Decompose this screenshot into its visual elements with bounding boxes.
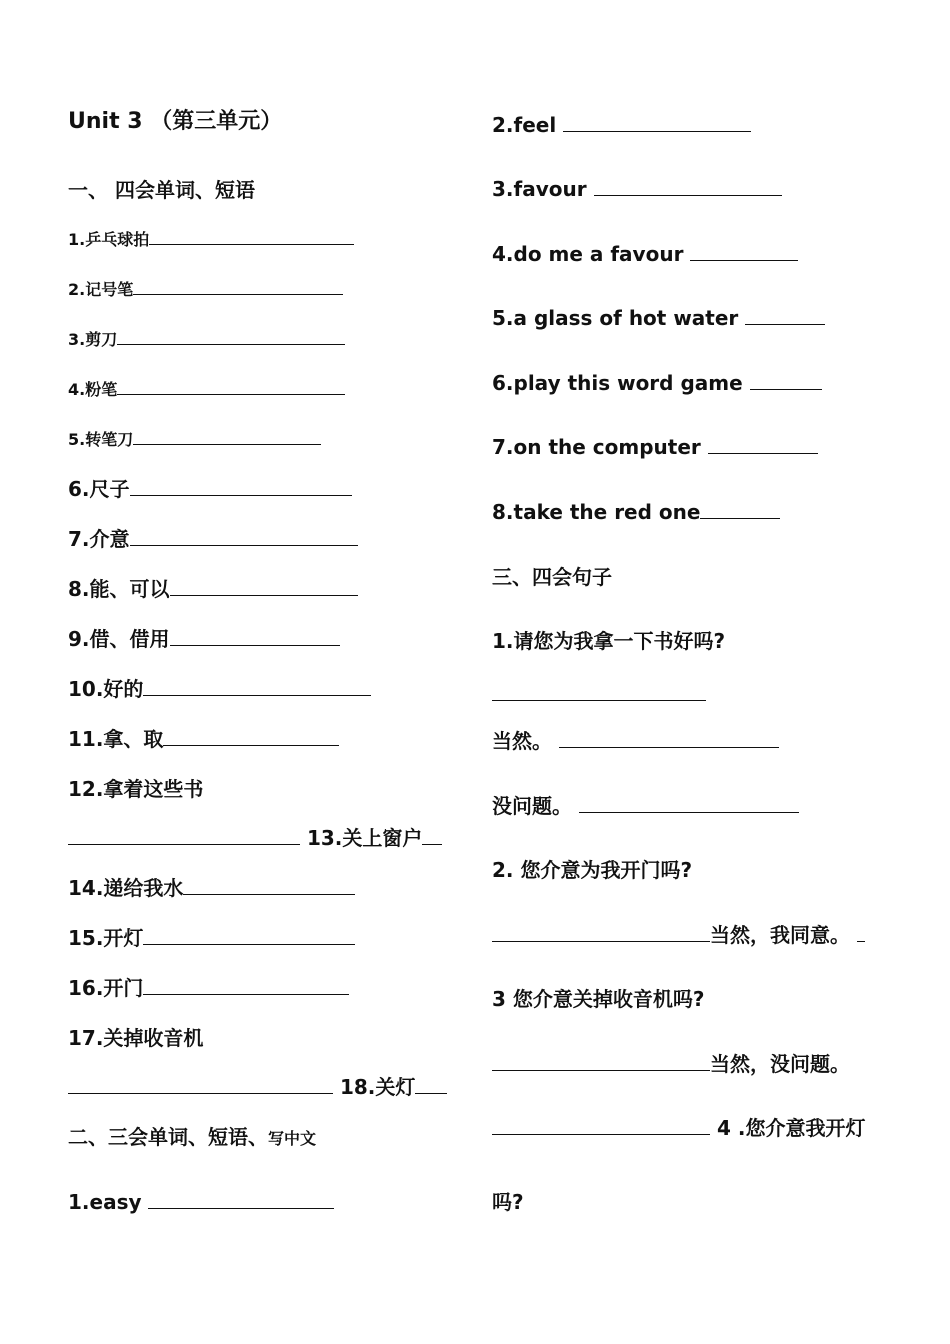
sentence-question: 4 .您介意我开灯 — [492, 1116, 865, 1140]
vocab-item: 2.记号笔 — [68, 280, 343, 299]
vocab-item: 10.好的 — [68, 677, 371, 701]
phrase-item: 4.do me a favour — [492, 242, 798, 266]
sentence-question: 3 您介意关掉收音机吗? — [492, 987, 705, 1011]
answer-blank[interactable] — [594, 194, 782, 196]
vocab-item: 7.介意 — [68, 527, 358, 551]
vocab-item: 14.递给我水 — [68, 876, 355, 900]
vocab-item: 6.尺子 — [68, 477, 352, 501]
answer-blank[interactable] — [492, 1069, 710, 1071]
sentence-answer: 没问题。 — [492, 794, 799, 818]
answer-blank[interactable] — [745, 323, 825, 325]
vocab-item: 9.借、借用 — [68, 627, 340, 651]
sentence-question: 1.请您为我拿一下书好吗? — [492, 629, 726, 653]
vocab-item: 12.拿着这些书 — [68, 777, 204, 801]
answer-blank[interactable] — [170, 644, 340, 646]
answer-blank[interactable] — [143, 993, 349, 995]
answer-blank[interactable] — [130, 544, 358, 546]
answer-blank[interactable] — [700, 517, 780, 519]
phrase-item: 7.on the computer — [492, 435, 818, 459]
vocab-item: 11.拿、取 — [68, 727, 339, 751]
answer-blank[interactable] — [163, 744, 339, 746]
answer-blank[interactable] — [415, 1092, 447, 1094]
page-title: Unit 3 （第三单元） — [68, 109, 283, 134]
section3-heading: 三、四会句子 — [492, 565, 612, 589]
answer-blank[interactable] — [857, 940, 865, 942]
vocab-item: 15.开灯 — [68, 926, 355, 950]
vocab-item: 17.关掉收音机 — [68, 1026, 204, 1050]
section1-heading: 一、 四会单词、短语 — [68, 178, 255, 202]
vocab-item: 5.转笔刀 — [68, 430, 321, 449]
phrase-item: 8.take the red one — [492, 500, 780, 524]
answer-blank[interactable] — [117, 393, 345, 395]
vocab-item: 13.关上窗户 — [68, 826, 442, 850]
vocab-item: 8.能、可以 — [68, 577, 358, 601]
sentence-question-cont: 吗? — [492, 1190, 524, 1214]
vocab-item: 3.剪刀 — [68, 330, 345, 349]
answer-blank[interactable] — [133, 443, 321, 445]
answer-blank[interactable] — [133, 293, 343, 295]
answer-blank[interactable] — [559, 746, 779, 748]
phrase-item: 5.a glass of hot water — [492, 306, 825, 330]
vocab-item: 1.乒乓球拍 — [68, 230, 354, 249]
answer-blank[interactable] — [183, 893, 355, 895]
vocab-item: 16.开门 — [68, 976, 349, 1000]
phrase-item: 3.favour — [492, 177, 782, 201]
answer-blank[interactable] — [492, 700, 706, 701]
vocab-item: 18.关灯 — [68, 1075, 447, 1099]
answer-blank[interactable] — [149, 243, 354, 245]
answer-blank[interactable] — [422, 843, 442, 845]
answer-blank[interactable] — [690, 259, 798, 261]
answer-blank[interactable] — [579, 811, 799, 813]
sentence-answer: 当然，没问题。 — [492, 1052, 850, 1076]
answer-blank[interactable] — [563, 130, 751, 132]
answer-blank[interactable] — [130, 494, 352, 496]
answer-blank[interactable] — [117, 343, 345, 345]
phrase-item: 6.play this word game — [492, 371, 822, 395]
answer-blank[interactable] — [148, 1207, 334, 1209]
answer-blank[interactable] — [143, 694, 371, 696]
section2-heading: 二、三会单词、短语、写中文 — [68, 1125, 317, 1149]
answer-blank[interactable] — [68, 1092, 333, 1094]
answer-blank[interactable] — [708, 452, 818, 454]
sentence-answer: 当然。 — [492, 729, 779, 753]
answer-blank[interactable] — [143, 943, 355, 945]
answer-blank[interactable] — [68, 843, 300, 845]
answer-blank[interactable] — [492, 940, 710, 942]
sentence-question: 2. 您介意为我开门吗? — [492, 858, 693, 882]
sentence-answer: 当然，我同意。 — [492, 923, 865, 947]
phrase-item: 1.easy — [68, 1190, 334, 1214]
answer-blank[interactable] — [492, 1133, 710, 1135]
phrase-item: 2.feel — [492, 113, 751, 137]
answer-blank[interactable] — [170, 594, 358, 596]
answer-blank[interactable] — [750, 388, 822, 390]
vocab-item: 4.粉笔 — [68, 380, 345, 399]
